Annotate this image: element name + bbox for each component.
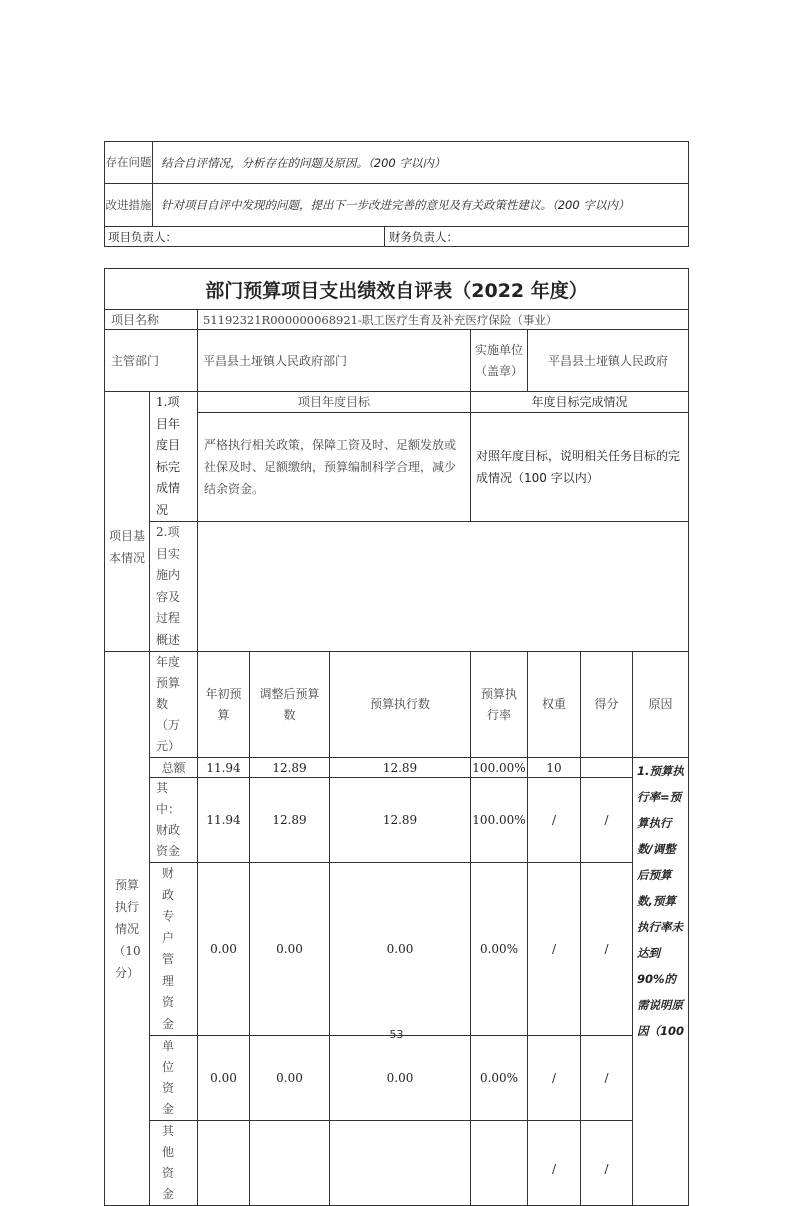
signature-row bbox=[105, 227, 689, 247]
page-number: 53 bbox=[389, 1028, 404, 1041]
budget-row-label: 其他资金 bbox=[150, 1121, 198, 1206]
budget-rate: 0.00% bbox=[471, 1036, 528, 1121]
budget-weight: / bbox=[528, 1036, 581, 1121]
budget-score: / bbox=[581, 863, 633, 1036]
project-lead-label: 项目负责人： bbox=[105, 227, 385, 247]
budget-row-label: 其中：财政资金 bbox=[150, 778, 198, 863]
project-name-row bbox=[105, 310, 689, 330]
title-row bbox=[105, 269, 689, 310]
budget-header-adjusted: 调整后预算数 bbox=[250, 652, 330, 758]
budget-score: / bbox=[581, 778, 633, 863]
basic-info-label: 项目基本情况 bbox=[105, 392, 150, 652]
improvement-label: 改进措施 bbox=[105, 184, 153, 227]
completion-text: 对照年度目标，说明相关任务目标的完成情况（100 字以内） bbox=[471, 412, 689, 521]
budget-header-row bbox=[105, 652, 689, 758]
budget-score: / bbox=[581, 1036, 633, 1121]
budget-executed bbox=[330, 1121, 471, 1206]
goal-header: 项目年度目标 bbox=[198, 392, 471, 413]
budget-rate: 100.00% bbox=[471, 758, 528, 778]
budget-executed: 12.89 bbox=[330, 758, 471, 778]
goal-row-label: 1.项目年度目标完成情况 bbox=[150, 392, 198, 522]
budget-adjusted bbox=[250, 1121, 330, 1206]
impl-row-label: 2.项目实施内容及过程概述 bbox=[150, 522, 198, 652]
problems-text: 结合自评情况，分析存在的问题及原因。（200 字以内） bbox=[153, 142, 689, 184]
budget-reason-text: 1.预算执行率=预算执行数/调整后预算数,预算执行率未达到 90%的需说明原因（100 bbox=[633, 758, 689, 1206]
goal-text: 严格执行相关政策，保障工资及时、足额发放或社保及时、足额缴纳，预算编制科学合理，减少结余资金。 bbox=[198, 412, 471, 521]
improvement-row bbox=[105, 184, 689, 227]
dept-value: 平昌县土垭镇人民政府部门 bbox=[198, 330, 471, 392]
department-row bbox=[105, 330, 689, 392]
implementation-row bbox=[105, 522, 689, 652]
improvement-text: 针对项目自评中发现的问题，提出下一步改进完善的意见及有关政策性建议。（200 字以内） bbox=[153, 184, 689, 227]
budget-header-weight: 权重 bbox=[528, 652, 581, 758]
budget-executed: 0.00 bbox=[330, 1036, 471, 1121]
budget-weight: / bbox=[528, 778, 581, 863]
budget-executed: 12.89 bbox=[330, 778, 471, 863]
budget-rate: 0.00% bbox=[471, 863, 528, 1036]
performance-evaluation-table bbox=[104, 268, 689, 1206]
project-name-label: 项目名称 bbox=[105, 310, 198, 330]
budget-weight: / bbox=[528, 1121, 581, 1206]
impl-text bbox=[198, 522, 689, 652]
budget-adjusted: 0.00 bbox=[250, 863, 330, 1036]
budget-row-label: 财政专户管理资金 bbox=[150, 863, 198, 1036]
budget-executed: 0.00 bbox=[330, 863, 471, 1036]
budget-score bbox=[581, 758, 633, 778]
finance-lead-label: 财务负责人： bbox=[385, 227, 689, 247]
budget-row bbox=[105, 758, 689, 778]
budget-header-rate: 预算执行率 bbox=[471, 652, 528, 758]
budget-row bbox=[105, 778, 689, 863]
budget-initial: 11.94 bbox=[198, 778, 250, 863]
budget-row-label: 单位资金 bbox=[150, 1036, 198, 1121]
budget-adjusted: 12.89 bbox=[250, 778, 330, 863]
problems-label: 存在问题 bbox=[105, 142, 153, 184]
budget-rate bbox=[471, 1121, 528, 1206]
goal-header-row bbox=[105, 392, 689, 413]
self-evaluation-notes-table bbox=[104, 141, 689, 247]
budget-section-label: 预算执行情况（10分） bbox=[105, 652, 150, 1206]
budget-initial bbox=[198, 1121, 250, 1206]
budget-initial: 0.00 bbox=[198, 1036, 250, 1121]
budget-score: / bbox=[581, 1121, 633, 1206]
problems-row bbox=[105, 142, 689, 184]
budget-row-label: 总额 bbox=[150, 758, 198, 778]
impl-unit-label: 实施单位（盖章） bbox=[471, 330, 528, 392]
impl-unit-value: 平昌县土垭镇人民政府 bbox=[528, 330, 689, 392]
budget-header-initial: 年初预算 bbox=[198, 652, 250, 758]
budget-weight: 10 bbox=[528, 758, 581, 778]
budget-initial: 0.00 bbox=[198, 863, 250, 1036]
budget-header-score: 得分 bbox=[581, 652, 633, 758]
budget-weight: / bbox=[528, 863, 581, 1036]
budget-adjusted: 0.00 bbox=[250, 1036, 330, 1121]
budget-header-executed: 预算执行数 bbox=[330, 652, 471, 758]
completion-header: 年度目标完成情况 bbox=[471, 392, 689, 413]
budget-initial: 11.94 bbox=[198, 758, 250, 778]
budget-row bbox=[105, 1121, 689, 1206]
budget-rate: 100.00% bbox=[471, 778, 528, 863]
form-title: 部门预算项目支出绩效自评表（2022 年度） bbox=[105, 269, 689, 310]
budget-adjusted: 12.89 bbox=[250, 758, 330, 778]
budget-header-year: 年度预算数（万元） bbox=[150, 652, 198, 758]
dept-label: 主管部门 bbox=[105, 330, 198, 392]
budget-header-reason: 原因 bbox=[633, 652, 689, 758]
budget-row bbox=[105, 1036, 689, 1121]
project-name-value: 51192321R000000068921-职工医疗生育及补充医疗保险（事业） bbox=[198, 310, 689, 330]
budget-row bbox=[105, 863, 689, 1036]
